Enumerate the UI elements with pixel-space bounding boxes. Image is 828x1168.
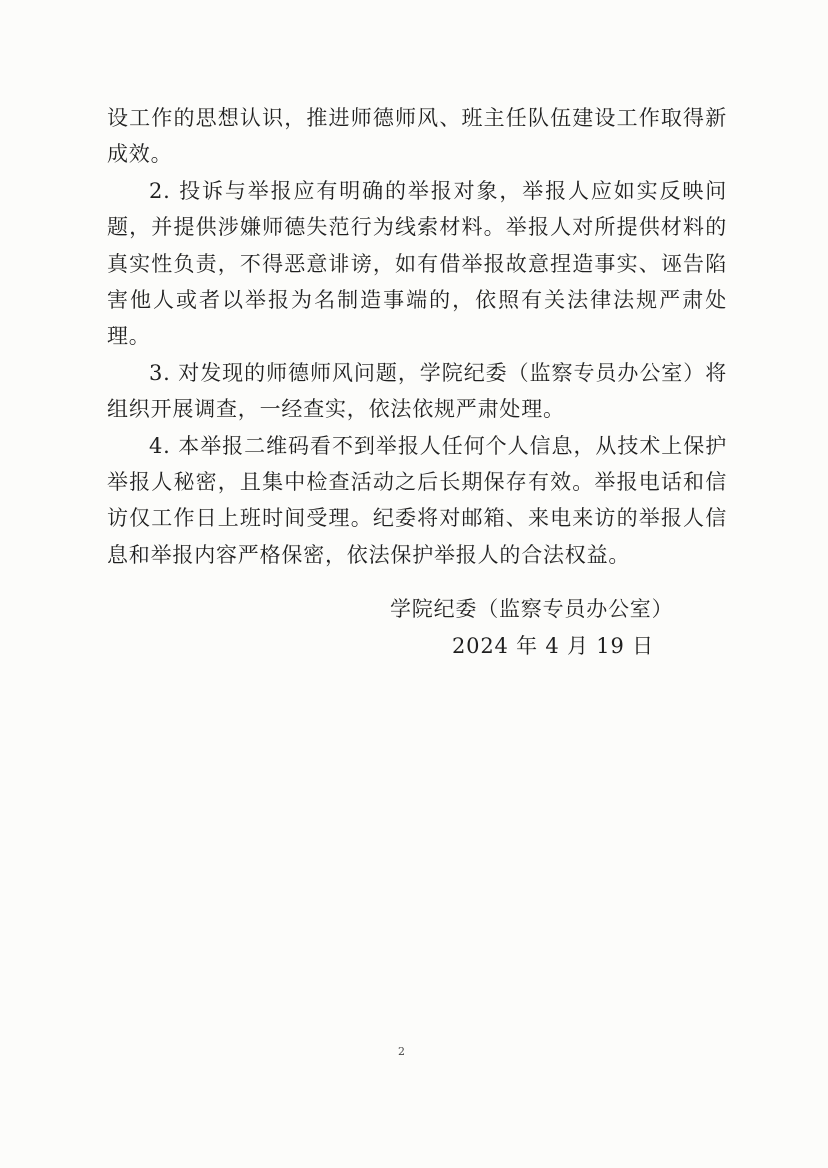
paragraph-item-3: 3. 对发现的师德师风问题，学院纪委（监察专员办公室）将组织开展调查，一经查实，依法依规严肃处理。 bbox=[107, 360, 727, 422]
signature-date: 2024 年 4 月 19 日 bbox=[452, 634, 654, 658]
document-body bbox=[107, 100, 727, 573]
paragraph-continuation: 设工作的思想认识，推进师德师风、班主任队伍建设工作取得新成效。 bbox=[107, 106, 727, 167]
paragraph-item-4: 4. 本举报二维码看不到举报人任何个人信息，从技术上保护举报人秘密，且集中检查活动之后长期保存有效。举报电话和信访仅工作日上班时间受理。纪委将对邮箱、来电来访的举报人信息和举报内容严格保密，依法保护举报人的合法权益。 bbox=[107, 433, 727, 567]
signature-organization: 学院纪委（监察专员办公室） bbox=[390, 597, 674, 621]
paragraph-item-2: 2. 投诉与举报应有明确的举报对象，举报人应如实反映问题，并提供涉嫌师德失范行为线索材料。举报人对所提供材料的真实性负责，不得恶意诽谤，如有借举报故意捏造事实、诬告陷害他人或者以举报为名制造事端的，依照有关法律法规严肃处理。 bbox=[107, 178, 727, 349]
page-number: 2 bbox=[398, 1045, 405, 1058]
